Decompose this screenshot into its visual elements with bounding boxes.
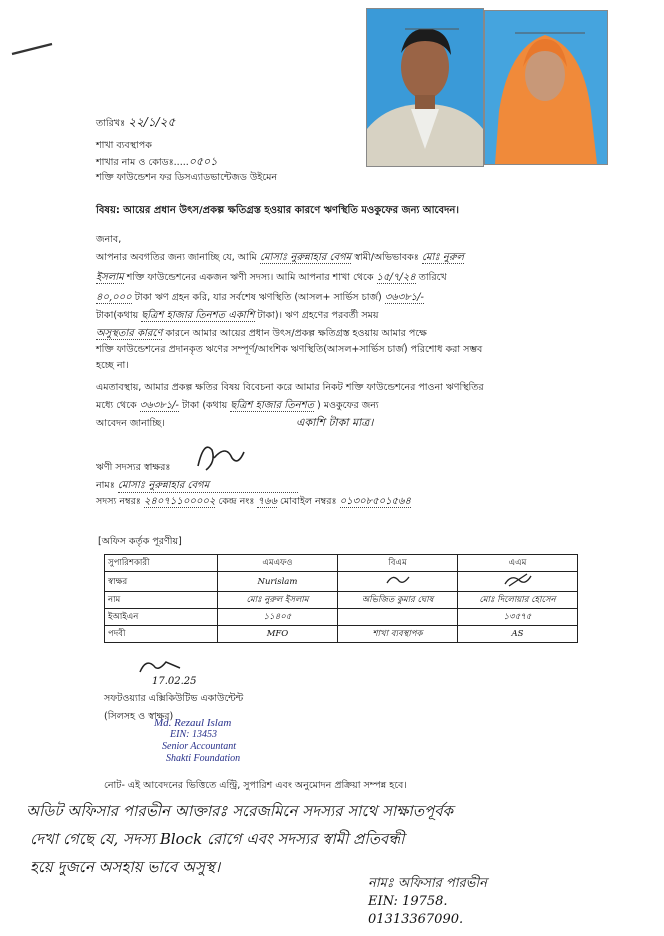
- body-line-7: হচ্ছে না।: [96, 360, 129, 371]
- waiver-words-2: একাশি টাকা মাত্র।: [296, 416, 374, 429]
- body-line-8: এমতাবস্থায়, আমার প্রকল্প ক্ষতির বিষয় বিবেচনা করে আমার নিকট শক্তি ফাউন্ডেশনের পাওনা ঋণস্থিতির: [96, 382, 484, 393]
- member-photo: [366, 8, 484, 167]
- table-cell: মোঃ নুরুল ইসলাম: [217, 592, 337, 609]
- guardian-photo: [484, 10, 608, 165]
- member-name: মোসাঃ নুরুন্নাহার বেগম: [259, 252, 352, 263]
- body-line-1: [96, 252, 464, 264]
- accountant-role: সফটওয়্যার এক্সিকিউটিভ একাউন্টেন্ট: [104, 693, 244, 704]
- member-name-row: [96, 480, 298, 493]
- accountant-signature: [136, 656, 186, 678]
- table-cell: মোঃ দিলোয়ার হোসেন: [457, 592, 577, 609]
- loan-amount: ৪০,০০০: [96, 292, 132, 303]
- body-line-3: [96, 292, 424, 304]
- table-cell: AS: [457, 626, 577, 643]
- member-name-value: মোসাঃ নুরুন্নাহার বেগম: [118, 480, 298, 493]
- table-cell: স্বাক্ষর: [105, 572, 218, 592]
- office-title: [অফিস কর্তৃক পূরণীয়]: [98, 536, 182, 547]
- date-label: তারিখঃ: [96, 118, 126, 129]
- am-signature: [499, 572, 535, 588]
- branch-row: [96, 156, 217, 169]
- loan-balance: ৩৬৩৮১/-: [384, 292, 424, 303]
- table-cell: পদবী: [105, 626, 218, 643]
- to-line: শাখা ব্যবস্থাপক: [96, 140, 152, 151]
- body-line-2: [96, 272, 447, 284]
- waiver-words: ছত্রিশ হাজার তিনশত: [230, 400, 315, 411]
- text: টাকা ঋণ গ্রহন করি, যার সর্বশেষ ঋণস্থিতি (আসল+ সার্ভিস চার্জ): [134, 292, 382, 303]
- text: টাকা(কথায়: [96, 310, 139, 321]
- remarks-sig-name: নামঃ অফিসার পারভীন: [368, 876, 487, 891]
- table-cell: অভিজিত কুমার ঘোষ: [338, 592, 458, 609]
- seal-label: (সিলসহ ও স্বাক্ষর): [104, 711, 174, 722]
- table-cell: ১১৪০৫: [217, 609, 337, 626]
- member-no-label: সদস্য নম্বরঃ: [96, 496, 141, 507]
- loan-date: ১৫/৭/২৪: [376, 272, 416, 283]
- salutation: জনাব,: [96, 234, 122, 245]
- reason: অসুস্থতার কারণে: [96, 328, 163, 339]
- table-cell: Nurislam: [217, 572, 337, 592]
- date-row: [96, 116, 175, 130]
- text: ) মওকুফের জন্য: [317, 400, 379, 411]
- member-no: ২৪০৭১১০০০০২: [143, 496, 216, 507]
- table-row: [105, 572, 578, 592]
- table-cell: ১৩৫৭৫: [457, 609, 577, 626]
- accountant-date: 17.02.25: [152, 676, 197, 687]
- remarks-line-2: দেখা গেছে যে, সদস্য Block রোগে এবং সদস্যর স্বামী প্রতিবন্ধী: [30, 830, 405, 848]
- text: কারনে আমার আয়ের প্রধান উৎস/প্রকল্প ক্ষতিগ্রস্ত হওয়ায় আমার পক্ষে: [165, 328, 427, 339]
- body-line-9: [96, 400, 379, 412]
- note: নোট- এই আবেদনের ভিত্তিতে এন্ট্রি, সুপারিশ এবং অনুমোদন প্রক্রিয়া সম্পন্ন হবে।: [104, 780, 407, 791]
- table-cell: বিএম: [338, 555, 458, 572]
- member-sig-label: ঋণী সদস্যর স্বাক্ষরঃ: [96, 462, 171, 473]
- stamp-name: Md. Rezaul Islam: [154, 717, 232, 729]
- table-row: [105, 609, 578, 626]
- approval-table: [104, 554, 578, 643]
- center-label: কেন্দ্র নংঃ: [218, 496, 255, 507]
- remarks-line-3: হয়ে দুজনে অসহায় ভাবে অসুস্থ।: [30, 858, 221, 876]
- waiver-amount: ৩৬৩৮১/-: [139, 400, 179, 411]
- table-cell: [338, 609, 458, 626]
- member-signature: [192, 436, 252, 478]
- subject: বিষয়: আয়ের প্রধান উৎস/প্রকল্প ক্ষতিগ্রস্ত হওয়ার কারণে ঋণস্থিতি মওকুফের জন্য আবেদন।: [96, 205, 459, 216]
- table-header-row: [105, 555, 578, 572]
- branch-code: ০৫০১: [188, 155, 218, 168]
- pen-mark: [10, 40, 56, 60]
- date-value: ২২/১/২৫: [128, 115, 176, 129]
- name-label: নামঃ: [96, 480, 115, 491]
- table-cell: এমএফও: [217, 555, 337, 572]
- table-cell: সুপারিশকারী: [105, 555, 218, 572]
- branch-label: শাখার নাম ও কোডঃ.....: [96, 157, 189, 168]
- body-line-6: শক্তি ফাউন্ডেশনের প্রদানকৃত ঋণের সম্পূর্ণ/আংশিক ঋণস্থিতি(আসল+সার্ভিস চার্জ) পরিশোধ করা সম্ভব: [96, 344, 483, 355]
- text: মধ্যে থেকে: [96, 400, 137, 411]
- table-cell: শাখা ব্যবস্থাপক: [338, 626, 458, 643]
- mobile-no: ০১৩০৮৫০১৫৬৪: [339, 496, 412, 507]
- bm-signature: [383, 573, 413, 587]
- member-numbers-row: [96, 496, 411, 508]
- stamp-ein: EIN: 13453: [170, 729, 217, 740]
- guardian-name-2: ইসলাম: [96, 272, 124, 283]
- body-line-4: [96, 310, 379, 322]
- center-no: ৭৬৬: [257, 496, 277, 507]
- table-row: [105, 592, 578, 609]
- guardian-name: মোঃ নুরুল: [421, 252, 464, 263]
- org-line: শক্তি ফাউন্ডেশন ফর ডিসএ্যাডভান্টেজড উইমেন: [96, 172, 278, 183]
- table-cell: এএম: [457, 555, 577, 572]
- table-cell: ইআইএন: [105, 609, 218, 626]
- text: আপনার অবগতির জন্য জানাচ্ছি যে, আমি: [96, 252, 257, 263]
- remarks-sig-phone: 01313367090.: [368, 912, 464, 927]
- text: টাকা (কথায়: [181, 400, 228, 411]
- mobile-label: মোবাইল নম্বরঃ: [280, 496, 337, 507]
- balance-words: ছত্রিশ হাজার তিনশত একাশি: [141, 310, 255, 321]
- text: তারিখে: [418, 272, 447, 283]
- text: টাকা)। ঋণ গ্রহণের পরবর্তী সময়: [257, 310, 379, 321]
- body-line-5: [96, 328, 427, 340]
- table-row: [105, 626, 578, 643]
- table-cell: নাম: [105, 592, 218, 609]
- remarks-line-1: অডিট অফিসার পারভীন আক্তারঃ সরেজমিনে সদস্যর সাথে সাক্ষাতপূর্বক: [26, 802, 454, 820]
- stamp-title: Senior Accountant: [162, 741, 236, 752]
- remarks-sig-ein: EIN: 19758.: [368, 894, 448, 909]
- table-cell: MFO: [217, 626, 337, 643]
- am-signature-cell: [457, 572, 577, 592]
- bm-signature-cell: [338, 572, 458, 592]
- body-line-10: আবেদন জানাচ্ছি।: [96, 418, 165, 429]
- text: স্বামী/অভিভাবকঃ: [354, 252, 419, 263]
- text: শক্তি ফাউন্ডেশনের একজন ঋণী সদস্য। আমি আপনার শাখা থেকে: [126, 272, 374, 283]
- stamp-org: Shakti Foundation: [166, 753, 241, 764]
